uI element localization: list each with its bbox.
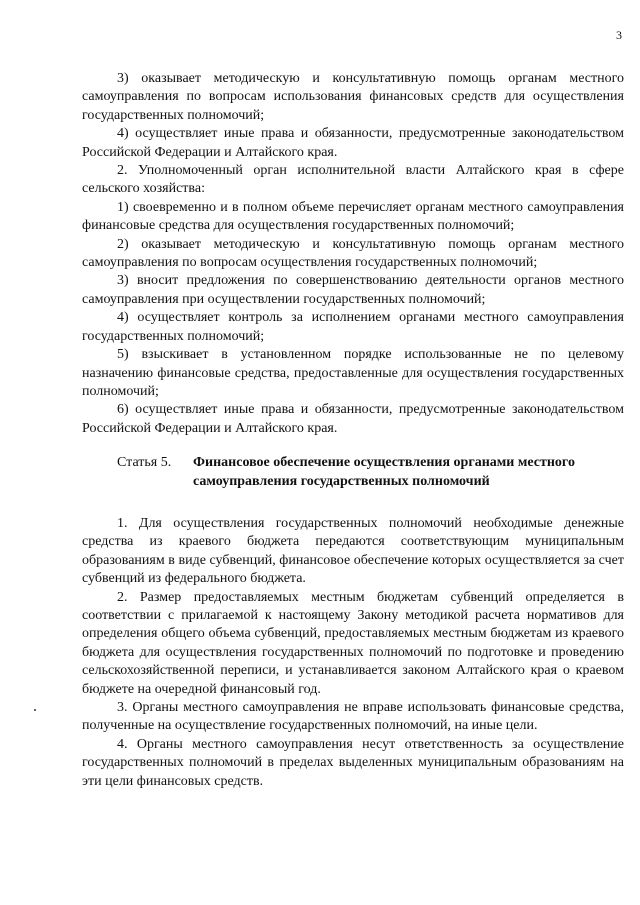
paragraph: 2. Уполномоченный орган исполнительной власти Алтайского края в сфере сельского хозяйства: [82, 163, 624, 197]
paragraph: 3) вносит предложения по совершенствованию деятельности органов местного самоуправления при осуществлении государственных полномочий; [82, 273, 624, 307]
paragraph: 2. Размер предоставляемых местным бюджетам субвенций определяется в соответствии с прилагаемой к настоящему Закону методикой расчета нормативов для определения общего объема субвенций, предоставляемых местным бюджетам из краевого бюджета для осуществления государственных полномочий по подготовке и проведению сельскохозяйственной переписи, и устанавливается законом Алтайского края о краевом бюджете на очередной финансовый год. [82, 589, 624, 697]
paragraph: 4) осуществляет контроль за исполнением органами местного самоуправления государственных полномочий; [82, 310, 624, 344]
article-heading [82, 454, 624, 491]
paragraph: 3) оказывает методическую и консультативную помощь органам местного самоуправления по вопросам использования финансовых средств для осуществления государственных полномочий; [82, 71, 624, 123]
page-number: 3 [616, 28, 622, 42]
paragraph: 3. Органы местного самоуправления не вправе использовать финансовые средства, полученные на осуществление государственных полномочий, на иные цели. [82, 700, 624, 734]
paragraph: 4. Органы местного самоуправления несут ответственность за осуществление государственных полномочий в пределах выделенных муниципальным образованиям на эти цели финансовых средств. [82, 736, 624, 789]
article-label: Статья 5. [117, 455, 172, 471]
paragraph: 6) осуществляет иные права и обязанности, предусмотренные законодательством Российской Федерации и Алтайского края. [82, 402, 624, 436]
paragraph: 1) своевременно и в полном объеме перечисляет органам местного самоуправления финансовые средства для осуществления государственных полномочий; [82, 199, 624, 234]
paragraph: 5) взыскивает в установленном порядке использованные не по целевому назначению финансовые средства, предоставленные для осуществления государственных полномочий; [82, 347, 624, 399]
paragraph: 2) оказывает методическую и консультативную помощь органам местного самоуправления по вопросам осуществления государственных полномочий; [82, 236, 624, 271]
article-title: Финансовое обеспечение осуществления органами местного самоуправления государственных полномочий [193, 455, 575, 489]
paragraph: 1. Для осуществления государственных полномочий необходимые денежные средства из краевого бюджета передаются соответствующим муниципальным образованиям в виде субвенций, финансовое обеспечение которых осуществляется за счет субвенций из федерального бюджета. [82, 515, 624, 587]
margin-mark [34, 709, 36, 711]
paragraph: 4) осуществляет иные права и обязанности, предусмотренные законодательством Российской Федерации и Алтайского края. [82, 126, 624, 160]
document-body [82, 70, 624, 791]
